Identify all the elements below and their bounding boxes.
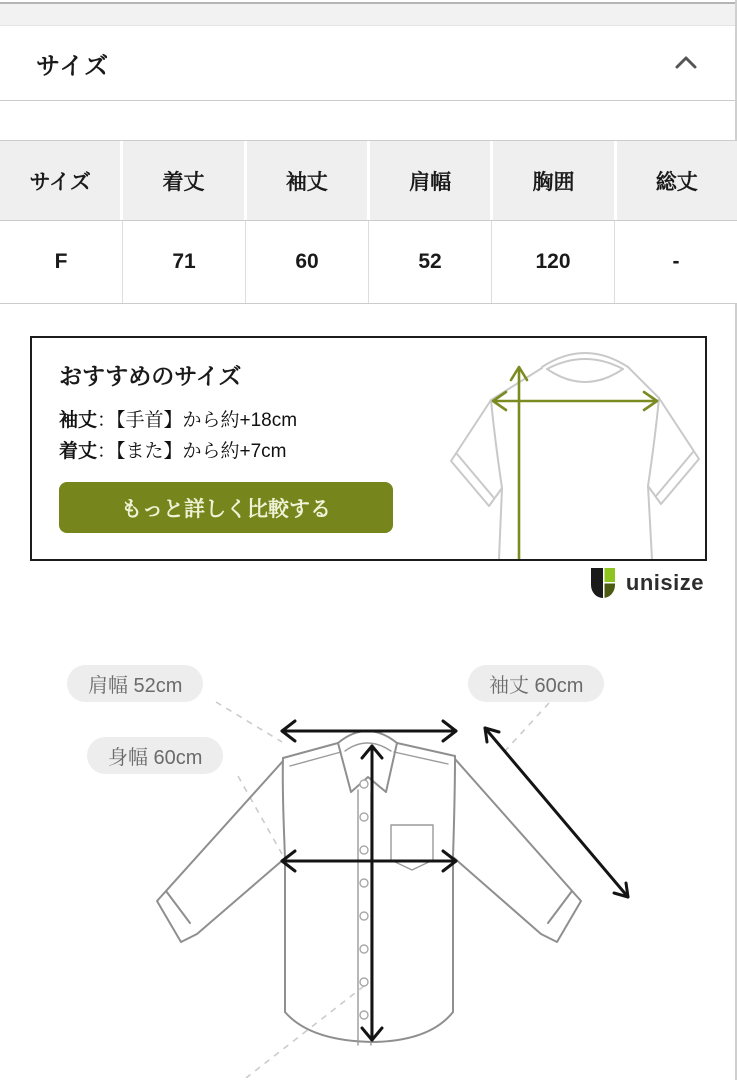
unisize-shield-icon	[590, 567, 616, 599]
unisize-brand[interactable]	[0, 561, 735, 605]
cell-length: 71	[122, 221, 245, 303]
label-body-width: 身幅 60cm	[87, 737, 223, 774]
cell-sleeve: 60	[245, 221, 368, 303]
recommend-line-sleeve-text: ：【手首】から約+18cm	[97, 410, 298, 431]
measure-arrow-sleeve	[485, 728, 628, 897]
measure-arrow-chest	[282, 851, 456, 871]
recommend-line-sleeve	[59, 405, 705, 436]
unisize-brand-name: unisize	[625, 570, 704, 595]
cell-chest: 120	[491, 221, 614, 303]
col-header-size: サイズ	[29, 170, 91, 194]
cell-total: -	[614, 221, 737, 303]
col-header-shoulder: 肩幅	[367, 141, 490, 220]
size-section-header[interactable]	[0, 26, 735, 101]
measurement-diagram	[0, 608, 737, 1078]
recommend-title: おすすめのサイズ	[59, 363, 242, 389]
measure-arrow-shoulder	[282, 721, 456, 741]
recommend-line-length-label: 着丈	[59, 441, 98, 462]
size-table-header-row	[0, 141, 737, 221]
size-table	[0, 140, 737, 304]
recommend-line-sleeve-label: 袖丈	[59, 410, 98, 431]
col-header-total: 総丈	[614, 141, 737, 220]
cell-size: F	[54, 250, 68, 273]
recommended-size-box	[30, 336, 707, 561]
compare-more-button[interactable]: もっと詳しく比較する	[59, 482, 393, 533]
cell-shoulder: 52	[368, 221, 491, 303]
size-table-row	[0, 221, 737, 303]
recommend-line-length	[59, 436, 705, 467]
chevron-up-icon[interactable]	[673, 53, 699, 73]
button-dots	[360, 780, 368, 1019]
col-header-sleeve: 袖丈	[244, 141, 367, 220]
recommend-line-length-text: ：【また】から約+7cm	[97, 441, 287, 462]
label-shoulder-width: 肩幅 52cm	[67, 665, 203, 702]
label-sleeve-length: 袖丈 60cm	[468, 665, 604, 702]
size-section-title: サイズ	[36, 52, 110, 80]
col-header-chest: 胸囲	[490, 141, 613, 220]
top-gray-band	[0, 4, 735, 26]
measure-arrow-length	[362, 746, 382, 1040]
col-header-length: 着丈	[120, 141, 243, 220]
